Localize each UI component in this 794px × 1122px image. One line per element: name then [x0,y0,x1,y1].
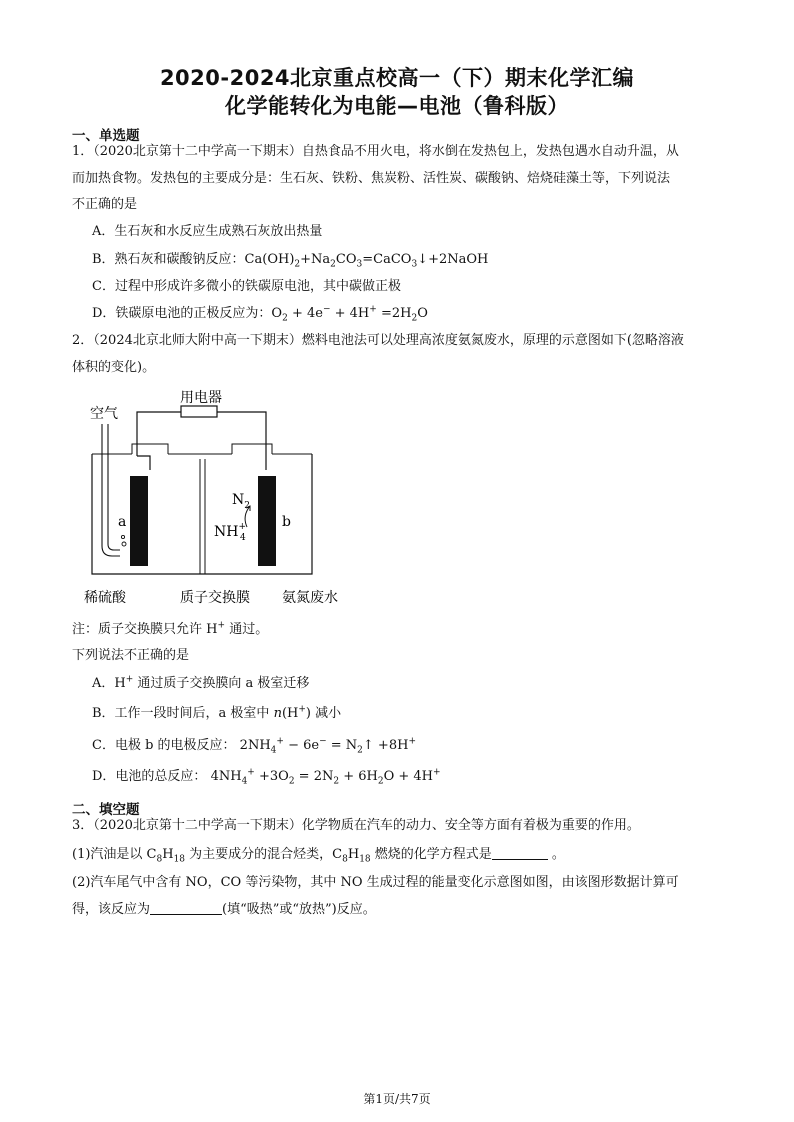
title-line-1: 2020-2024北京重点校高一（下）期末化学汇编 [159,66,635,90]
q2-option-a: A．H+ 通过质子交换膜向 a 极室迁移 [92,674,310,691]
electrode-b [258,476,276,566]
answer-blank-2[interactable] [150,900,222,915]
q2-ask: 下列说法不正确的是 [72,648,190,663]
section-single-choice: 一、单选题 [72,128,140,144]
q1-stem-line-1: 1．（2020北京第十二中学高一下期末）自热食品不用火电，将水倒在发热包上，发热包遇水自动升温，从 [72,144,679,159]
q2-option-b: B．工作一段时间后，a 极室中 n(H+) 减小 [92,704,342,721]
title-line-2: 化学能转化为电能—电池（鲁科版） [225,94,569,118]
n2-label: $N_2$ [232,492,250,511]
electrode-a [130,476,148,566]
electrode-b-label: b [282,514,291,530]
q2-stem-line-1: 2．（2024北京北师大附中高一下期末）燃料电池法可以处理高浓度氨氮废水，原理的示意图如下(忽略溶液 [72,333,684,348]
q1-option-a: A．生石灰和水反应生成熟石灰放出热量 [92,224,323,239]
q3-part-2-line-1: (2)汽车尾气中含有 NO，CO 等污染物，其中 NO 生成过程的能量变化示意图如图，由该图形数据计算可 [72,875,679,890]
nh4-label: NH+ 4 [214,522,247,543]
left-solution-label: 稀硫酸 [84,590,126,606]
load-resistor [181,406,217,417]
page-footer: 第1页/共7页 [363,1092,431,1106]
q3-part-1: (1)汽油是以 $C_8H_{18}$ 为主要成分的混合烃类，$C_8H_{18}$ 燃烧的化学方程式是 。 [72,847,565,865]
q1-option-b: B．熟石灰和碳酸钠反应：$Ca(OH)_2+Na_2CO_3=CaCO_3↓+2NaOH$ [92,252,489,270]
q2-option-c: C．电极 b 的电极反应： $2NH_4^+ - 6e^-$ = $N_2↑ +8H^+$ [92,736,416,756]
fuel-cell-diagram [82,384,372,614]
answer-blank-1[interactable] [492,845,548,860]
q3-stem: 3．（2020北京第十二中学高一下期末）化学物质在汽车的动力、安全等方面有着极为重要的作用。 [72,818,640,833]
membrane-label: 质子交换膜 [180,590,250,606]
q2-option-d: D．电池的总反应： $4NH_4^+ +3O_2 = 2N_2 + 6H_2O + 4H^+$ [92,767,441,787]
q2-stem-line-2: 体积的变化)。 [72,360,156,375]
q1-stem-line-3: 不正确的是 [72,197,138,212]
q2-note: 注：质子交换膜只允许 H+ 通过。 [72,620,269,637]
right-solution-label: 氨氮废水 [282,590,338,606]
circuit-wire [137,412,181,456]
air-tube [102,424,120,556]
q3-part-2-line-2: 得，该反应为 (填“吸热”或“放热”)反应。 [72,902,376,917]
device-label: 用电器 [180,390,222,406]
q1-option-d: D．铁碳原电池的正极反应为：$O_2 + 4e^- + 4H^+ =2H_2O$ [92,304,428,324]
electrode-a-label: a [118,514,127,530]
section-fill-blank: 二、填空题 [72,802,140,818]
q1-stem-line-2: 而加热食物。发热包的主要成分是：生石灰、铁粉、焦炭粉、活性炭、碳酸钠、焙烧硅藻土等，下列说法 [72,171,671,186]
air-label: 空气 [90,406,118,422]
q1-option-c: C．过程中形成许多微小的铁碳原电池，其中碳做正极 [92,279,401,294]
